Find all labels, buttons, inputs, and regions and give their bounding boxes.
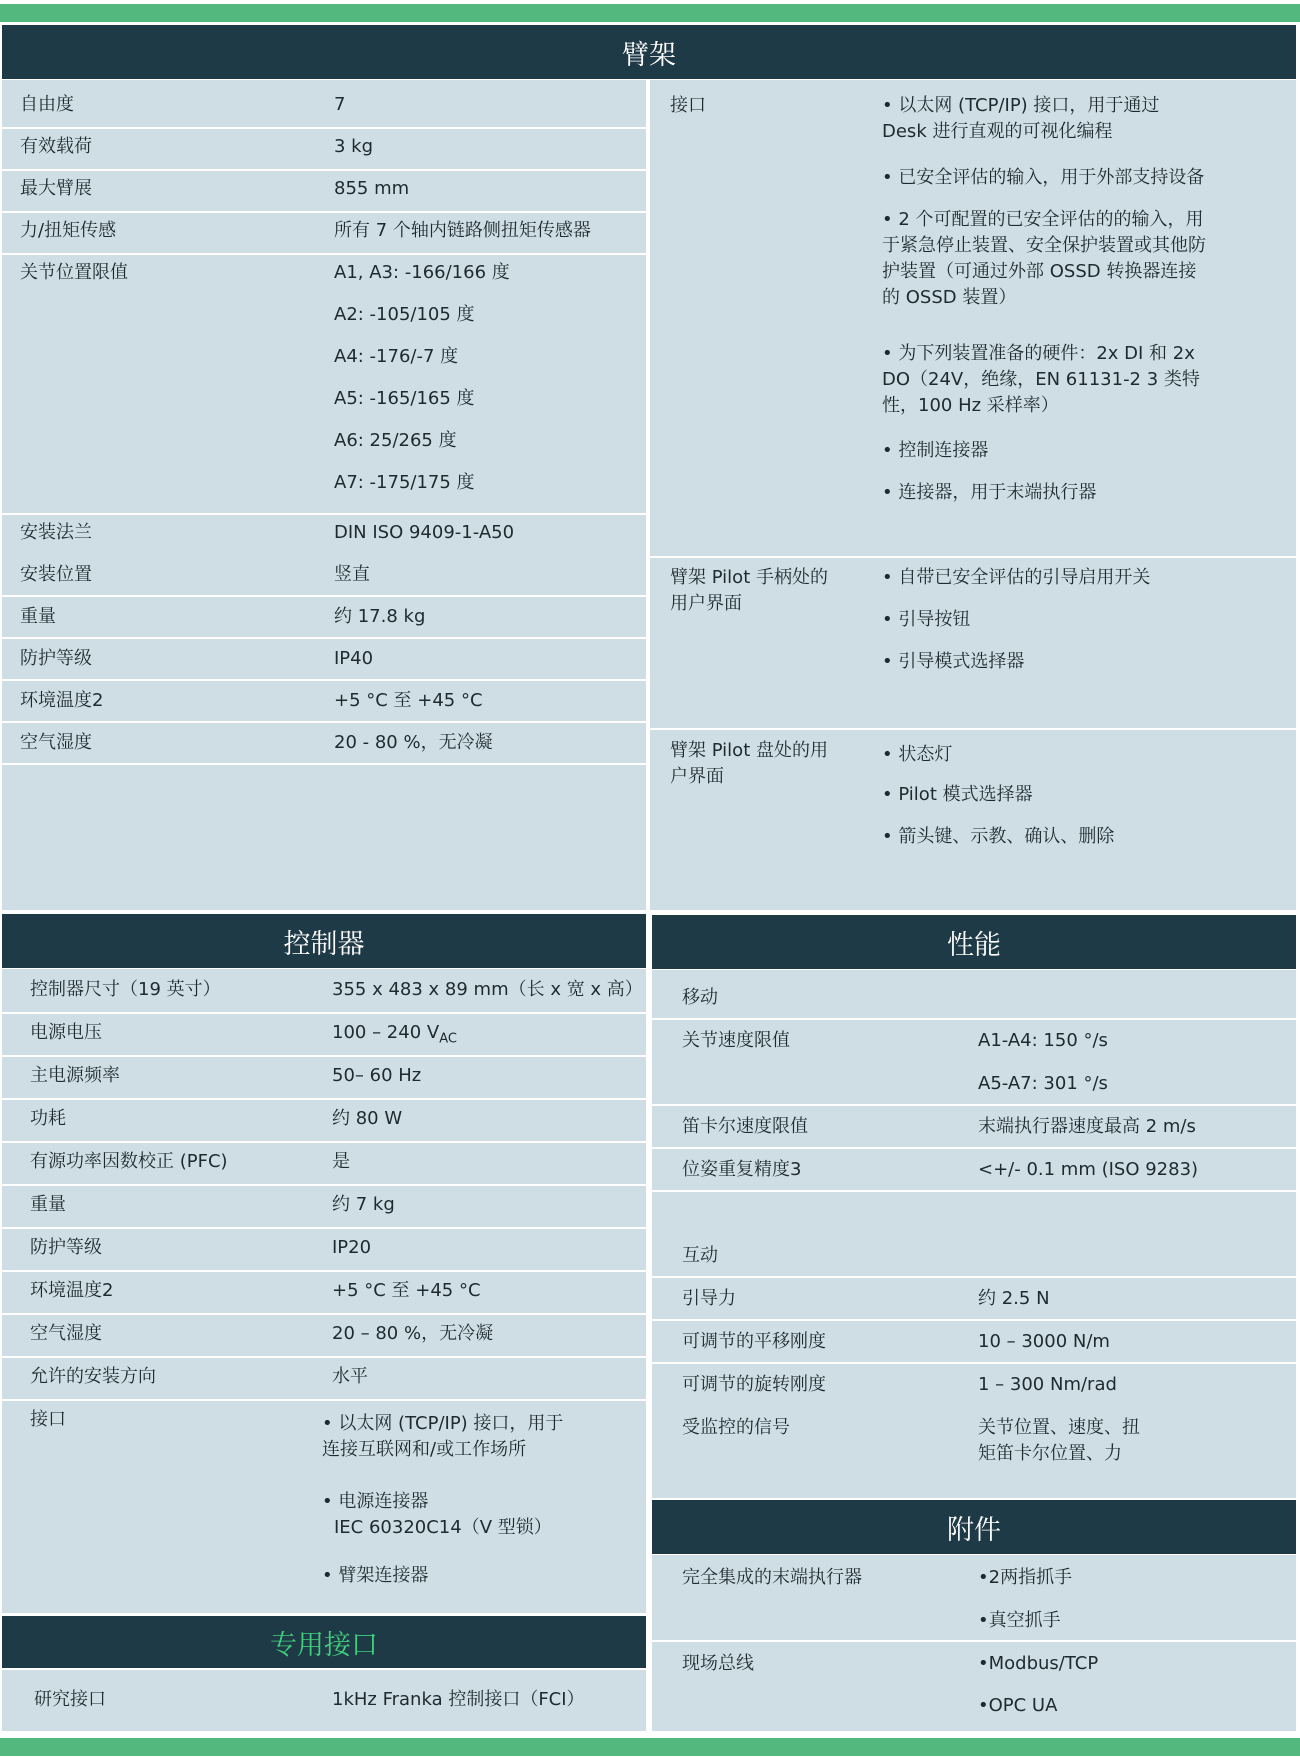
arm-row-value: +5 °C 至 +45 °C xyxy=(334,690,483,711)
fieldbus-item: •Modbus/TCP xyxy=(978,1653,1099,1674)
arm-row-label: 安装位置 xyxy=(20,564,92,585)
research-interface-label: 研究接口 xyxy=(34,1689,106,1710)
pilot-disk-label: 臂架 Pilot 盘处的用 户界面 xyxy=(670,740,828,787)
interaction-title: 互动 xyxy=(682,1245,718,1266)
arm-row-label: 重量 xyxy=(20,606,56,627)
fieldbus-label: 现场总线 xyxy=(682,1653,754,1674)
controller-row-value: 20 – 80 %，无冷凝 xyxy=(332,1323,494,1344)
arm-row-value: 20 - 80 %，无冷凝 xyxy=(334,732,493,753)
pilot-handle-item: • 引导模式选择器 xyxy=(882,651,1025,672)
controller-row-value: 水平 xyxy=(332,1366,368,1387)
accessories-section-header xyxy=(652,1500,1296,1554)
arm-section-header xyxy=(2,25,1296,79)
arm-row-label: 最大臂展 xyxy=(20,178,92,199)
performance-section-header xyxy=(652,915,1296,969)
top-accent-bar xyxy=(0,4,1300,22)
controller-row-value: 约 80 W xyxy=(332,1108,403,1129)
accessories-section-title: 附件 xyxy=(947,1514,1001,1546)
arm-row-value: 7 xyxy=(334,94,346,115)
guiding-force-value: 约 2.5 N xyxy=(978,1288,1050,1309)
controller-row-label: 功耗 xyxy=(30,1108,66,1129)
controller-interface-label: 接口 xyxy=(30,1409,66,1430)
arm-row-label: 力/扭矩传感 xyxy=(20,220,117,241)
monitored-signals-value: 关节位置、速度、扭 矩笛卡尔位置、力 xyxy=(978,1417,1140,1464)
dedicated-interface-header xyxy=(2,1616,646,1668)
dedicated-interface-title: 专用接口 xyxy=(270,1629,378,1661)
pilot-handle-item: • 自带已安全评估的引导启用开关 xyxy=(882,567,1151,588)
arm-row-value: IP40 xyxy=(334,648,374,669)
performance-section-title: 性能 xyxy=(947,929,1001,961)
motion-title: 移动 xyxy=(682,987,718,1008)
arm-row-label: 安装法兰 xyxy=(20,522,92,543)
cartesian-speed-value: 末端执行器速度最高 2 m/s xyxy=(978,1116,1196,1137)
cartesian-speed-label: 笛卡尔速度限值 xyxy=(682,1116,808,1137)
arm-row-label: 空气湿度 xyxy=(20,732,92,753)
arm-interface-item: • 以太网 (TCP/IP) 接口，用于通过 Desk 进行直观的可视化编程 xyxy=(882,95,1160,142)
controller-row-label: 电源电压 xyxy=(30,1022,102,1043)
end-effector-item: •2两指抓手 xyxy=(978,1567,1073,1588)
arm-row-value: 竖直 xyxy=(334,564,370,585)
controller-row-value: IP20 xyxy=(332,1237,372,1258)
controller-row-value: 355 x 483 x 89 mm（长 x 宽 x 高） xyxy=(332,979,643,1000)
controller-row-label: 环境温度2 xyxy=(30,1280,114,1301)
joint-speed-value: A1-A4: 150 °/s xyxy=(978,1030,1108,1051)
joint-limit-value: A6: 25/265 度 xyxy=(334,430,457,451)
arm-interface-item: • 已安全评估的输入，用于外部支持设备 xyxy=(882,167,1205,188)
arm-row-value: 所有 7 个轴内链路侧扭矩传感器 xyxy=(334,220,591,241)
arm-spec-table xyxy=(2,80,646,910)
rotational-stiffness-value: 1 – 300 Nm/rad xyxy=(978,1374,1117,1395)
arm-row-label: 有效载荷 xyxy=(20,136,92,157)
joint-limit-value: A1, A3: -166/166 度 xyxy=(334,262,510,283)
arm-section-title: 臂架 xyxy=(622,39,676,71)
controller-section-title: 控制器 xyxy=(283,928,365,960)
joint-limit-value: A7: -175/175 度 xyxy=(334,472,475,493)
arm-interface-label: 接口 xyxy=(670,95,706,116)
controller-row-value: 100 – 240 $V_{AC}$ xyxy=(332,1022,457,1047)
arm-row-value: 3 kg xyxy=(334,136,374,157)
pilot-disk-item: • 箭头键、示教、确认、删除 xyxy=(882,826,1115,847)
rotational-stiffness-label: 可调节的旋转刚度 xyxy=(682,1374,826,1395)
pilot-handle-label: 臂架 Pilot 手柄处的 用户界面 xyxy=(670,567,828,614)
pilot-disk-item: • Pilot 模式选择器 xyxy=(882,784,1033,805)
fieldbus-item: •OPC UA xyxy=(978,1695,1058,1716)
arm-row-value: DIN ISO 9409-1-A50 xyxy=(334,522,515,543)
arm-interface-item: • 控制连接器 xyxy=(882,440,989,461)
controller-spec-table xyxy=(2,969,646,1613)
arm-row-label: 自由度 xyxy=(20,94,74,115)
arm-row-label: 关节位置限值 xyxy=(20,262,128,283)
controller-row-label: 有源功率因数校正 (PFC) xyxy=(30,1151,228,1172)
research-interface-value: 1kHz Franka 控制接口（FCI） xyxy=(332,1689,585,1710)
controller-row-label: 重量 xyxy=(30,1194,66,1215)
controller-interface-item: • 以太网 (TCP/IP) 接口，用于 连接互联网和/或工作场所 xyxy=(322,1413,564,1460)
controller-interface-item: • 臂架连接器 xyxy=(322,1565,429,1586)
arm-interface-item: • 为下列装置准备的硬件：2x DI 和 2x DO（24V，绝缘，EN 61131-2 3 类特 性，100 Hz 采样率） xyxy=(882,343,1200,416)
translational-stiffness-value: 10 – 3000 N/m xyxy=(978,1331,1110,1352)
arm-interface-item: • 2 个可配置的已安全评估的的输入，用 于紧急停止装置、安全保护装置或其他防 护装置（可通过外部 OSSD 转换器连接 的 OSSD 装置） xyxy=(882,209,1206,308)
dedicated-interface-table xyxy=(2,1670,646,1731)
guiding-force-label: 引导力 xyxy=(682,1288,736,1309)
joint-limit-value: A4: -176/-7 度 xyxy=(334,346,459,367)
joint-speed-label: 关节速度限值 xyxy=(682,1030,790,1051)
controller-row-label: 允许的安装方向 xyxy=(30,1366,156,1387)
arm-interfaces-table xyxy=(650,80,1296,910)
controller-row-label: 主电源频率 xyxy=(30,1065,120,1086)
controller-row-value: 50– 60 Hz xyxy=(332,1065,422,1086)
performance-table xyxy=(652,970,1296,1498)
controller-row-value: 约 7 kg xyxy=(332,1194,395,1215)
controller-section-header xyxy=(2,914,646,968)
controller-row-value: 是 xyxy=(332,1151,350,1172)
pilot-handle-item: • 引导按钮 xyxy=(882,609,971,630)
controller-interface-item: • 电源连接器 IEC 60320C14（V 型锁） xyxy=(322,1491,552,1538)
accessories-table xyxy=(652,1555,1296,1731)
controller-row-label: 控制器尺寸（19 英寸） xyxy=(30,979,221,1000)
joint-speed-value: A5-A7: 301 °/s xyxy=(978,1073,1108,1094)
monitored-signals-label: 受监控的信号 xyxy=(682,1417,790,1438)
end-effector-item: •真空抓手 xyxy=(978,1610,1061,1631)
controller-row-label: 空气湿度 xyxy=(30,1323,102,1344)
pose-repeatability-value: <+/- 0.1 mm (ISO 9283) xyxy=(978,1159,1199,1180)
arm-interface-item: • 连接器，用于末端执行器 xyxy=(882,482,1097,503)
arm-row-label: 环境温度2 xyxy=(20,690,104,711)
translational-stiffness-label: 可调节的平移刚度 xyxy=(682,1331,826,1352)
joint-limit-value: A2: -105/105 度 xyxy=(334,304,475,325)
arm-row-value: 855 mm xyxy=(334,178,410,199)
end-effector-label: 完全集成的末端执行器 xyxy=(682,1567,862,1588)
controller-row-label: 防护等级 xyxy=(30,1237,102,1258)
arm-row-label: 防护等级 xyxy=(20,648,92,669)
pilot-disk-item: • 状态灯 xyxy=(882,744,953,765)
joint-limit-value: A5: -165/165 度 xyxy=(334,388,475,409)
arm-row-value: 约 17.8 kg xyxy=(334,606,426,627)
bottom-accent-bar xyxy=(0,1738,1300,1756)
pose-repeatability-label: 位姿重复精度3 xyxy=(682,1159,802,1180)
controller-row-value: +5 °C 至 +45 °C xyxy=(332,1280,481,1301)
